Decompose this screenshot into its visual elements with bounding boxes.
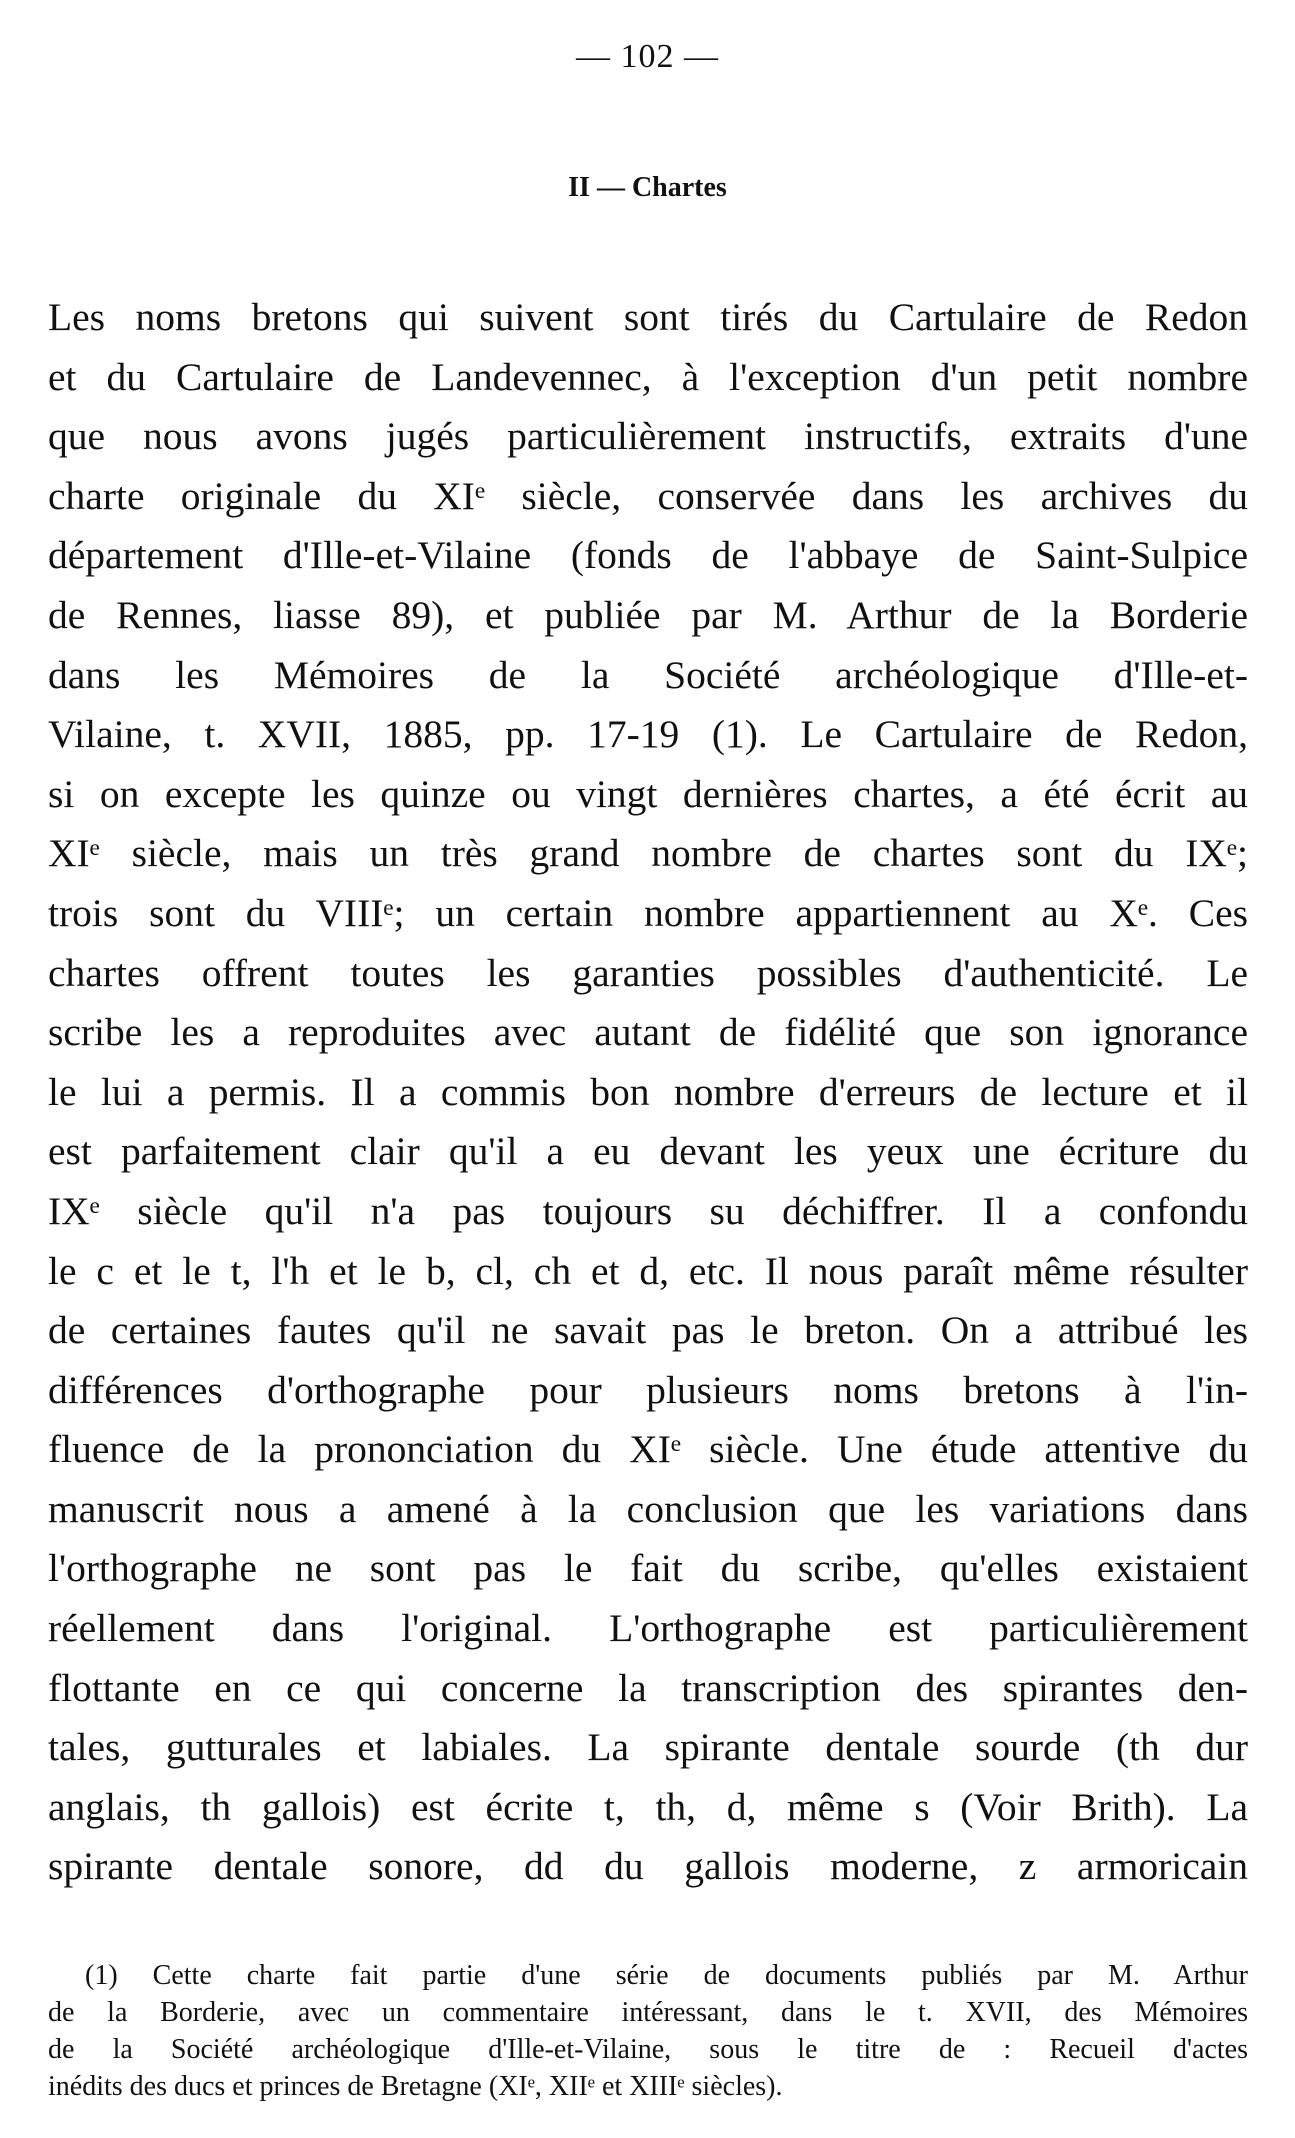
- page-number: — 102 —: [576, 38, 719, 75]
- footnote-line: de la Société archéologique d'Ille-et-Vilaine, sous le titre de : Recueil d'actes: [48, 2034, 1248, 2065]
- body-line: tales, gutturales et labiales. La spirante dentale sourde (th dur: [48, 1725, 1248, 1770]
- body-line: est parfaitement clair qu'il a eu devant les yeux une écriture du: [48, 1129, 1248, 1174]
- body-line: le c et le t, l'h et le b, cl, ch et d, etc. Il nous paraît même résulter: [48, 1248, 1248, 1293]
- body-line: l'orthographe ne sont pas le fait du scribe, qu'elles existaient: [48, 1546, 1248, 1591]
- footnote: [48, 1957, 1248, 2105]
- footnote-line: (1) Cette charte fait partie d'une série de documents publiés par M. Arthur: [85, 1960, 1248, 1991]
- body-line: XIᵉ siècle, mais un très grand nombre de chartes sont du IXᵉ;: [48, 831, 1248, 876]
- body-line: trois sont du VIIIᵉ; un certain nombre appartiennent au Xᵉ. Ces: [48, 890, 1248, 935]
- footnote-line: inédits des ducs et princes de Bretagne (XIᵉ, XIIᵉ et XIIIᵉ siècles).: [48, 2071, 783, 2102]
- body-line: IXᵉ siècle qu'il n'a pas toujours su déchiffrer. Il a confondu: [48, 1188, 1248, 1233]
- body-line: différences d'orthographe pour plusieurs noms bretons à l'in-: [48, 1367, 1248, 1412]
- body-line: scribe les a reproduites avec autant de fidélité que son ignorance: [48, 1010, 1248, 1055]
- body-line: anglais, th gallois) est écrite t, th, d, même s (Voir Brith). La: [48, 1784, 1248, 1829]
- body-line: charte originale du XIᵉ siècle, conservée dans les archives du: [48, 473, 1248, 518]
- body-line: et du Cartulaire de Landevennec, à l'exception d'un petit nombre: [48, 354, 1248, 399]
- section-heading: II — Chartes: [568, 172, 727, 203]
- body-line: de Rennes, liasse 89), et publiée par M. Arthur de la Borderie: [48, 592, 1248, 637]
- body-line: que nous avons jugés particulièrement instructifs, extraits d'une: [48, 414, 1248, 459]
- body-line: manuscrit nous a amené à la conclusion que les variations dans: [48, 1486, 1248, 1531]
- body-line: Vilaine, t. XVII, 1885, pp. 17-19 (1). Le Cartulaire de Redon,: [48, 712, 1248, 757]
- body-line: dans les Mémoires de la Société archéologique d'Ille-et-: [48, 652, 1248, 697]
- body-line: si on excepte les quinze ou vingt dernières chartes, a été écrit au: [48, 771, 1248, 816]
- body-line: fluence de la prononciation du XIᵉ siècle. Une étude attentive du: [48, 1427, 1248, 1472]
- body-line: Les noms bretons qui suivent sont tirés du Cartulaire de Redon: [48, 295, 1248, 339]
- body-line: chartes offrent toutes les garanties possibles d'authenticité. Le: [48, 950, 1248, 995]
- body-line: le lui a permis. Il a commis bon nombre d'erreurs de lecture et il: [48, 1069, 1248, 1114]
- body-line: spirante dentale sonore, dd du gallois moderne, z armoricain: [48, 1844, 1248, 1889]
- body-paragraph: [48, 288, 1248, 1897]
- body-line: de certaines fautes qu'il ne savait pas le breton. On a attribué les: [48, 1308, 1248, 1353]
- footnote-line: de la Borderie, avec un commentaire intéressant, dans le t. XVII, des Mémoires: [48, 1997, 1248, 2028]
- body-line: flottante en ce qui concerne la transcription des spirantes den-: [48, 1665, 1248, 1710]
- body-line: département d'Ille-et-Vilaine (fonds de l'abbaye de Saint-Sulpice: [48, 533, 1248, 578]
- body-line: réellement dans l'original. L'orthographe est particulièrement: [48, 1606, 1248, 1651]
